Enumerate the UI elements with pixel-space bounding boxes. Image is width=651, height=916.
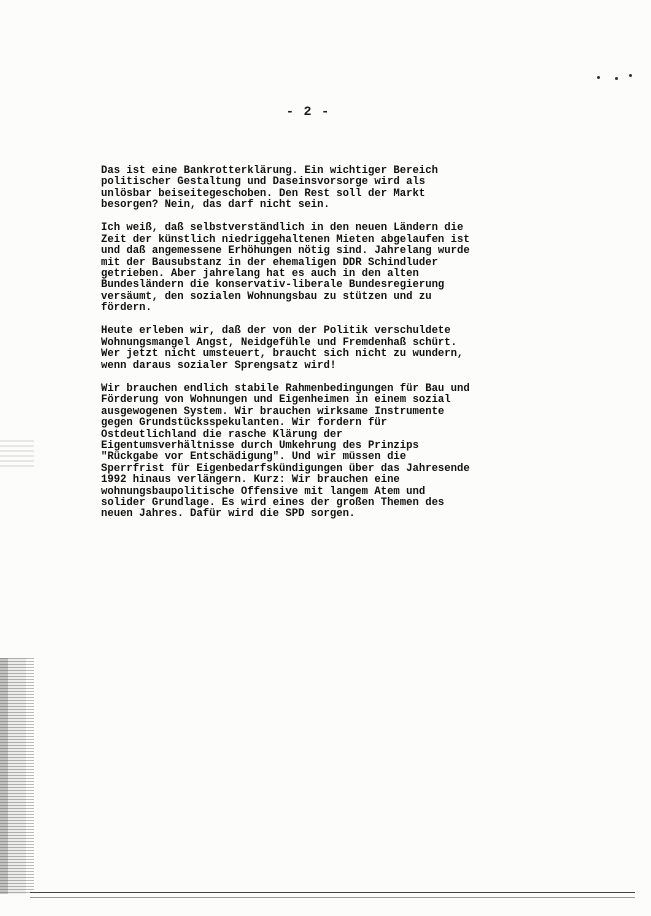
text-line: Heute erleben wir, daß der von der Politik verschuldete <box>101 325 451 338</box>
text-line: versäumt, den sozialen Wohnungsbau zu stützen und zu <box>101 290 432 303</box>
text-line: Wohnungsmangel Angst, Neidgefühle und Fremdenhaß schürt. <box>101 336 458 349</box>
text-line: Sperrfrist für Eigenbedarfskündigungen über das Jahresende <box>101 462 470 475</box>
paragraph-4 <box>101 384 531 521</box>
text-line: wenn daraus sozialer Sprengsatz wird! <box>101 359 337 372</box>
text-line: "Rückgabe vor Entschädigung". Und wir müssen die <box>101 451 407 464</box>
text-line: unlösbar beiseitegeschoben. Den Rest soll der Markt <box>101 187 426 200</box>
text-line: politischer Gestaltung und Daseinsvorsorge wird als <box>101 176 426 189</box>
text-line: Wer jetzt nicht umsteuert, braucht sich nicht zu wundern, <box>101 348 464 361</box>
text-line: ausgewogenen System. Wir brauchen wirksame Instrumente <box>101 405 445 418</box>
text-line: Wir brauchen endlich stabile Rahmenbedingungen für Bau und <box>101 382 470 395</box>
paragraph-3 <box>101 326 531 372</box>
text-line: solider Grundlage. Es wird eines der großen Themen des <box>101 496 445 509</box>
text-line: Ich weiß, daß selbstverständlich in den neuen Ländern die <box>101 222 464 235</box>
text-line: und daß angemessene Erhöhungen nötig sind. Jahrelang wurde <box>101 245 470 258</box>
text-line: neuen Jahres. Dafür wird die SPD sorgen. <box>101 508 356 521</box>
text-line: Bundesländern die konservativ-liberale Bundesregierung <box>101 279 445 292</box>
scan-edge-artifact <box>0 440 34 470</box>
text-line: Eigentumsverhältnisse durch Umkehrung des Prinzips <box>101 439 419 452</box>
paragraph-1 <box>101 166 531 212</box>
text-line: fördern. <box>101 302 152 315</box>
text-line: Das ist eine Bankrotterklärung. Ein wichtiger Bereich <box>101 165 438 177</box>
text-line: getrieben. Aber jahrelang hat es auch in den alten <box>101 268 419 281</box>
text-line: Förderung von Wohnungen und Eigenheimen in einem sozial <box>101 394 451 407</box>
page-number: - 2 - <box>286 104 331 119</box>
text-line: Ostdeutlichland die rasche Klärung der <box>101 428 343 441</box>
text-line: mit der Bausubstanz in der ehemaligen DDR Schindluder <box>101 256 438 269</box>
scan-bottom-edge <box>30 892 635 898</box>
text-line: wohnungsbaupolitische Offensive mit langem Atem und <box>101 485 426 498</box>
text-line: 1992 hinaus verlängern. Kurz: Wir brauchen eine <box>101 474 400 487</box>
text-line: besorgen? Nein, das darf nicht sein. <box>101 199 330 212</box>
paragraph-2 <box>101 223 531 314</box>
letter-body <box>101 166 531 533</box>
scan-specks <box>593 72 635 80</box>
text-line: gegen Grundstücksspekulanten. Wir fordern für <box>101 417 388 430</box>
scan-edge-artifact <box>0 658 34 894</box>
text-line: Zeit der künstlich niedriggehaltenen Mieten abgelaufen ist <box>101 233 470 246</box>
